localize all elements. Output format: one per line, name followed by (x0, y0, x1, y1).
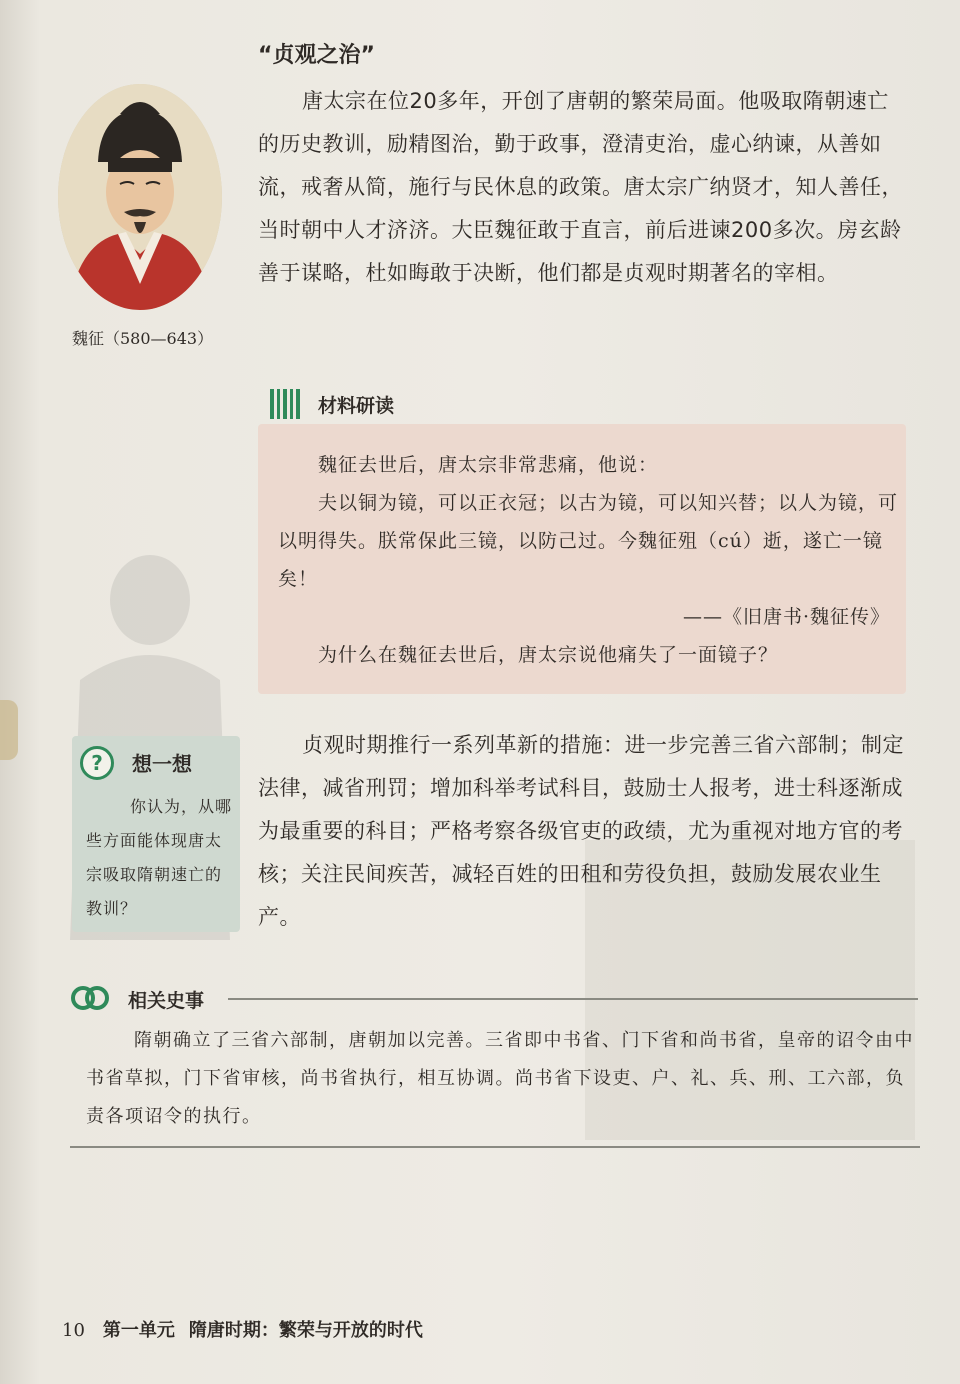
material-header (270, 388, 394, 420)
material-reading-icon (270, 389, 300, 419)
material-quote: 夫以铜为镜，可以正衣冠；以古为镜，可以知兴替；以人为镜，可以明得失。朕常保此三镜，以防己过。今魏征殂（cú）逝，遂亡一镜矣！ (278, 492, 899, 590)
material-text (278, 446, 898, 674)
think-title: 想一想 (132, 752, 192, 776)
intro-paragraph-text: 唐太宗在位20多年，开创了唐朝的繁荣局面。他吸取隋朝速亡的历史教训，励精图治，勤于政事，澄清吏治，虚心纳谏，从善如流，戒奢从简，施行与民休息的政策。唐太宗广纳贤才，知人善任，当时朝中人才济济。大臣魏征敢于直言，前后进谏200多次。房玄龄善于谋略，杜如晦敢于决断，他们都是贞观时期著名的宰相。 (258, 89, 903, 285)
related-divider (228, 998, 918, 1000)
related-text (86, 1022, 916, 1136)
related-paragraph: 隋朝确立了三省六部制，唐朝加以完善。三省即中书省、门下省和尚书省，皇帝的诏令由中书省草拟，门下省审核，尚书省执行，相互协调。尚书省下设吏、户、礼、兵、刑、工六部，负责各项诏令的执行。 (86, 1030, 914, 1127)
material-title: 材料研读 (318, 394, 395, 417)
page-number: 10 (62, 1320, 85, 1341)
question-mark-icon: ? (80, 746, 114, 780)
material-intro: 魏征去世后，唐太宗非常悲痛，他说： (318, 454, 659, 476)
material-source: ——《旧唐书·魏征传》 (682, 606, 890, 628)
section-title: “贞观之治” (258, 43, 375, 68)
think-question: 你认为，从哪些方面能体现唐太宗吸取隋朝速亡的教训？ (86, 797, 233, 918)
reform-paragraph-text: 贞观时期推行一系列革新的措施：进一步完善三省六部制；制定法律，减省刑罚；增加科举考试科目，鼓励士人报考，进士科逐渐成为最重要的科目；严格考察各级官吏的政绩，尤为重视对地方官的考核；关注民间疾苦，减轻百姓的田租和劳役负担，鼓励发展农业生产。 (258, 733, 904, 929)
material-question: 为什么在魏征去世后，唐太宗说他痛失了一面镜子？ (318, 644, 779, 666)
related-history-icon (70, 980, 110, 1016)
unit-label: 第一单元 (102, 1320, 175, 1341)
page-footer (62, 1316, 423, 1342)
chapter-label: 隋唐时期：繁荣与开放的时代 (188, 1320, 423, 1341)
related-title: 相关史事 (128, 990, 205, 1012)
wei-zheng-portrait (58, 84, 222, 310)
reform-paragraph (258, 724, 918, 939)
page-edge-tab (0, 700, 18, 760)
portrait-caption: 魏征（580—643） (72, 329, 214, 348)
bottom-divider (70, 1146, 920, 1148)
intro-paragraph (258, 80, 908, 295)
think-text (86, 790, 232, 926)
